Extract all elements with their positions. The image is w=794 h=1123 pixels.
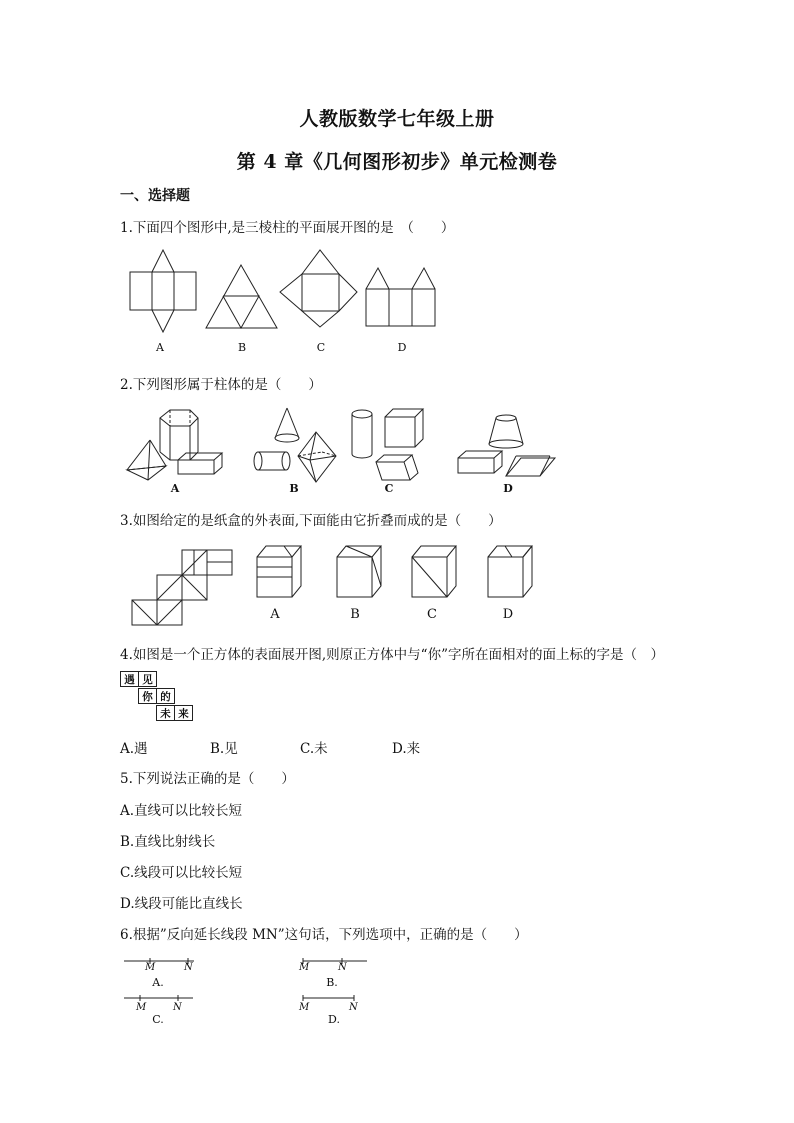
title-line-2: 第 4 章《几何图形初步》单元检测卷 [236, 151, 558, 173]
q6-figure-b [303, 958, 367, 964]
q2-label-c: C [384, 482, 394, 495]
q4-option-d: D.来 [392, 741, 421, 757]
q6-b-point-m: M [299, 962, 310, 973]
q3-label-a: A [270, 607, 280, 622]
q6-d-point-m: M [299, 1002, 310, 1013]
q2-label-a: A [170, 482, 180, 495]
question-4-text: 4.如图是一个正方体的表面展开图,则原正方体中与“你”字所在面相对的面上标的字是（ ） [120, 647, 664, 663]
question-1-text: 1.下面四个图形中,是三棱柱的平面展开图的是 （ ） [120, 220, 455, 236]
q6-figure-c [124, 995, 193, 1001]
q1-label-c: C [316, 341, 326, 354]
q6-label-a: A. [152, 976, 164, 989]
q5-option-b: B.直线比射线长 [120, 834, 216, 850]
question-2-text: 2.下列图形属于柱体的是（ ） [120, 377, 322, 393]
net-cell-6: 来 [174, 705, 193, 721]
q4-option-b: B.见 [210, 741, 238, 757]
question-5-text: 5.下列说法正确的是（ ） [120, 771, 295, 787]
title-line-1: 人教版数学七年级上册 [299, 108, 495, 130]
q1-label-a: A [156, 341, 164, 354]
q5-option-d: D.线段可能比直线长 [120, 896, 243, 912]
net-cell-5: 未 [156, 705, 175, 721]
q6-label-d: D. [328, 1013, 340, 1026]
q2-label-d: D [503, 482, 513, 495]
question-6-text: 6.根据”反向延长线段 MN”这句话，下列选项中，正确的是（ ） [120, 927, 528, 943]
q6-c-point-m: M [136, 1002, 147, 1013]
q3-label-c: C [427, 607, 437, 622]
q6-a-point-n: N [184, 962, 193, 973]
q1-label-b: B [237, 341, 247, 354]
net-cell-1: 遇 [120, 671, 139, 687]
q5-option-a: A.直线可以比较长短 [120, 803, 243, 819]
net-cell-3: 你 [138, 688, 157, 704]
q5-option-c: C.线段可以比较长短 [120, 865, 243, 881]
question-3-text: 3.如图给定的是纸盒的外表面,下面能由它折叠而成的是（ ） [120, 513, 502, 529]
q2-label-b: B [289, 482, 299, 495]
q6-d-point-n: N [349, 1002, 358, 1013]
q3-label-d: D [502, 607, 514, 622]
q6-b-point-n: N [338, 962, 347, 973]
q6-label-b: B. [326, 976, 338, 989]
q1-label-d: D [397, 341, 407, 354]
q6-c-point-n: N [173, 1002, 182, 1013]
q4-option-a: A.遇 [120, 741, 148, 757]
net-cell-4: 的 [156, 688, 175, 704]
net-cell-2: 见 [138, 671, 157, 687]
section-heading: 一、选择题 [120, 188, 190, 204]
q4-option-c: C.未 [300, 741, 328, 757]
q6-a-point-m: M [145, 962, 156, 973]
q6-figure-d [303, 995, 354, 1001]
q6-label-c: C. [152, 1013, 164, 1026]
q3-label-b: B [350, 607, 360, 622]
